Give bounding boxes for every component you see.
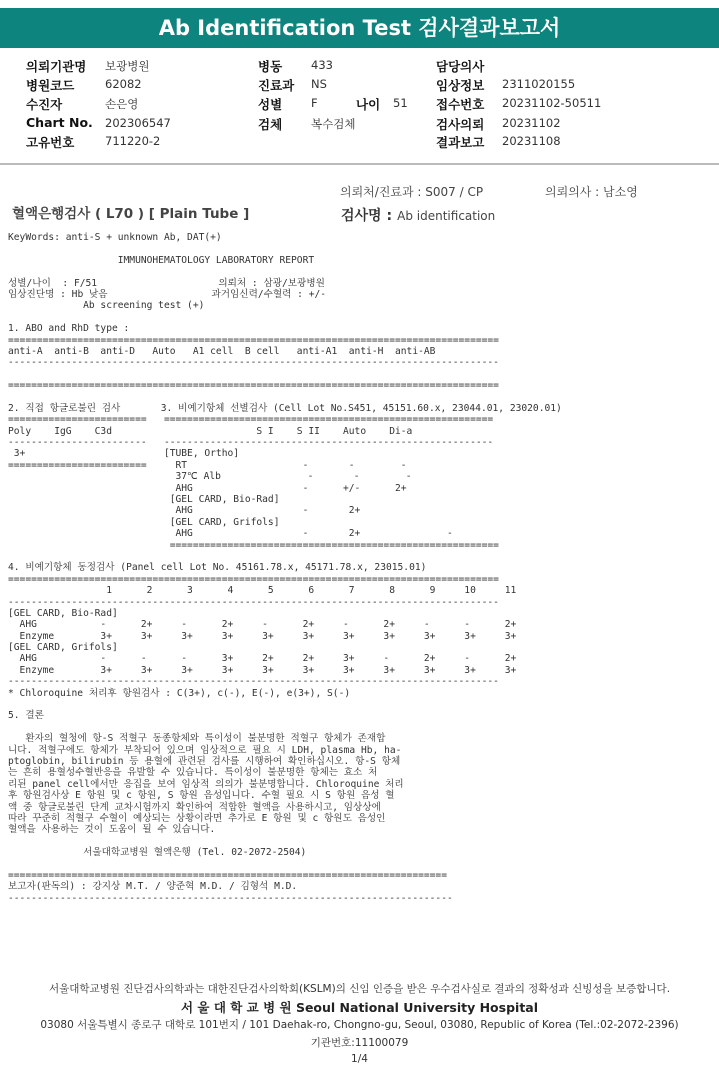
- meta-value: 62082: [105, 77, 142, 91]
- report-line: 서울대학교병원 혈액은행 (Tel. 02-2072-2504): [8, 847, 307, 859]
- report-line: 4. 비예기항체 동정검사 (Panel cell Lot No. 45161.78.x, 45171.78.x, 23015.01): [8, 562, 427, 574]
- report-line: 후 항원검사상 E 항원 및 c 항원, S 항원 음성입니다. 수혈 필요 시 S 항원 음성 혈: [8, 790, 395, 802]
- meta-label: 결과보고: [436, 135, 485, 150]
- report-line: 5. 결론: [8, 710, 44, 722]
- test-name-row: [341, 205, 495, 225]
- report-line: AHG - 2+ - 2+ - 2+ - 2+ - - 2+: [8, 619, 517, 631]
- meta-label: 접수번호: [436, 97, 485, 112]
- test-code-title: 혈액은행검사 ( L70 ) [ Plain Tube ]: [12, 206, 250, 222]
- report-line: IMMUNOHEMATOLOGY LABORATORY REPORT: [8, 254, 315, 266]
- footer-certification: 서울대학교병원 진단검사의학과는 대한진단검사의학회(KSLM)의 신임 인증을 받은 우수검사실로 결과의 정확성과 신빙성을 보증합니다.: [48, 983, 671, 995]
- meta-value: 20231102: [502, 116, 561, 130]
- test-name-value: Ab identification: [397, 209, 496, 223]
- report-line: ============================================================================: [8, 869, 447, 881]
- report-line: AHG - 2+: [8, 505, 361, 517]
- report-line: ptoglobin, bilirubin 등 용혈에 관련된 검사를 시행하여 확인하십시오. 항-S 항체: [8, 755, 401, 767]
- meta-label: Chart No.: [26, 115, 93, 130]
- meta-value: 보광병원: [105, 59, 150, 73]
- meta-label: 고유번호: [26, 135, 75, 150]
- report-line: -------------------------------------------------------------------------------------: [8, 676, 499, 688]
- report-line: =========================================================: [8, 539, 499, 551]
- meta-value: 20231108: [502, 134, 561, 148]
- report-line: [8, 858, 562, 869]
- report-line: -------------------------------------------------------------------------------------: [8, 596, 499, 608]
- footer-address: 03080 서울특별시 종로구 대학로 101번지 / 101 Daehak-ro, Chongno-gu, Seoul, 03080, Republic of Korea (Tel.:02-2072-2396): [40, 1019, 679, 1031]
- report-line: -------------------------------------------------------------------------------------: [8, 357, 499, 369]
- meta-label: 임상정보: [436, 78, 485, 93]
- footer-hospital-name: 서 울 대 학 교 병 원 Seoul National University Hospital: [180, 1000, 539, 1015]
- report-line: AHG - - - 3+ 2+ 2+ 3+ - 2+ - 2+: [8, 653, 517, 665]
- meta-value: 51: [393, 96, 408, 110]
- meta-value: 손은영: [105, 97, 139, 111]
- report-line: [8, 722, 562, 733]
- report-line: [8, 836, 562, 847]
- report-line: 니다. 적혈구에도 항체가 부착되어 있으며 임상적으로 필요 시 LDH, plasma Hb, ha-: [8, 744, 402, 756]
- meta-label: 수진자: [26, 97, 63, 112]
- report-line: [8, 369, 562, 380]
- report-line: [8, 391, 562, 402]
- report-line: AHG - 2+ -: [8, 528, 453, 540]
- dept-info: 의뢰처/진료과 : S007 / CP: [340, 185, 484, 199]
- meta-value: 복수검체: [311, 117, 356, 131]
- report-line: 리된 panel cell에서만 응집을 보여 임상적 의의가 불분명합니다. Chloroquine 처리: [8, 778, 404, 790]
- report-line: * Chloroquine 처리후 항원검사 : C(3+), c(-), E(-), e(3+), S(-): [8, 687, 351, 699]
- meta-value: 2311020155: [502, 77, 576, 91]
- report-line: [8, 312, 562, 323]
- meta-label: 의뢰기관명: [26, 59, 87, 74]
- report-line: [8, 266, 562, 277]
- report-line: [GEL CARD, Grifols]: [8, 516, 280, 528]
- report-line: 2. 직접 항글로불린 검사 3. 비예기항체 선별검사 (Cell Lot No.S451, 45151.60.x, 23044.01, 23020.01): [8, 402, 562, 414]
- meta-value: 202306547: [105, 116, 171, 130]
- report-line: KeyWords: anti-S + unknown Ab, DAT(+): [8, 232, 222, 243]
- report-line: 37℃ Alb - - -: [8, 471, 412, 483]
- report-line: Ab screening test (+): [8, 300, 205, 312]
- meta-label: 병원코드: [26, 78, 75, 93]
- report-line: 3+ [TUBE, Ortho]: [8, 448, 240, 460]
- meta-label: 검체: [258, 117, 283, 132]
- report-line: 1 2 3 4 5 6 7 8 9 10 11: [8, 585, 517, 597]
- page-number: 1/4: [351, 1053, 368, 1065]
- report-line: [8, 551, 562, 562]
- report-line: ======================== =========================================================: [8, 414, 494, 426]
- report-line: Enzyme 3+ 3+ 3+ 3+ 3+ 3+ 3+ 3+ 3+ 3+ 3+: [8, 664, 517, 676]
- report-line: 임상진단명 : Hb 낮음 과거임신력/수혈력 : +/-: [8, 288, 327, 300]
- meta-label: 검사의뢰: [436, 117, 485, 132]
- report-line: [8, 243, 562, 254]
- report-line: AHG - +/- 2+: [8, 482, 407, 494]
- report-line: [GEL CARD, Grifols]: [8, 642, 118, 654]
- meta-value: F: [311, 96, 318, 110]
- meta-label: 병동: [258, 59, 283, 74]
- report-line: [8, 699, 562, 710]
- header-divider: [0, 163, 719, 165]
- report-line: -----------------------------------------------------------------------------: [8, 892, 453, 904]
- report-line: [GEL CARD, Bio-Rad]: [8, 493, 280, 505]
- report-line: 1. ABO and RhD type :: [8, 323, 130, 335]
- meta-label: 담당의사: [436, 59, 485, 74]
- report-line: ======================== RT - - -: [8, 459, 407, 471]
- report-line: 는 흔히 용혈성수혈반응을 유발할 수 있습니다. 특이성이 불분명한 항체는 효소 처: [8, 767, 378, 779]
- report-line: Poly IgG C3d S I S II Auto Di-a: [8, 425, 413, 437]
- meta-label: 나이: [356, 97, 381, 112]
- report-line: Enzyme 3+ 3+ 3+ 3+ 3+ 3+ 3+ 3+ 3+ 3+ 3+: [8, 630, 517, 642]
- banner-title: Ab Identification Test 검사결과보고서: [158, 16, 561, 40]
- report-line: 액 중 항글로불린 단계 교차시험까지 확인하여 적합한 혈액을 사용하시고, 임상상에: [8, 801, 381, 813]
- report-line: 따라 꾸준히 적혈구 수혈이 예상되는 상황이라면 추가로 E 항원 및 c 항원도 음성인: [8, 812, 386, 824]
- report-line: ------------------------ ---------------------------------------------------------: [8, 437, 494, 449]
- doctor-info: 의뢰의사 : 남소영: [545, 185, 638, 199]
- report-body: [8, 232, 562, 904]
- report-banner: [0, 8, 719, 48]
- report-line: 보고자(판독의) : 강지상 M.T. / 양준혁 M.D. / 김형석 M.D.: [8, 881, 298, 893]
- report-line: 성별/나이 : F/51 의뢰처 : 삼광/보광병원: [8, 277, 325, 289]
- report-line: =====================================================================================: [8, 380, 499, 392]
- report-line: [GEL CARD, Bio-Rad]: [8, 607, 118, 619]
- report-line: 혈액을 사용하는 것이 도움이 될 수 있습니다.: [8, 824, 216, 836]
- test-name-label: 검사명 :: [341, 208, 393, 224]
- meta-label: 성별: [258, 97, 283, 112]
- meta-value: 20231102-50511: [502, 96, 602, 110]
- footer-institution-code: 기관번호:11100079: [310, 1037, 409, 1049]
- meta-value: NS: [311, 77, 327, 91]
- meta-value: 711220-2: [105, 134, 161, 148]
- report-line: 환자의 혈청에 항-S 적혈구 동종항체와 특이성이 불분명한 적혈구 항체가 존재합: [8, 733, 386, 745]
- report-line: anti-A anti-B anti-D Auto A1 cell B cell anti-A1 anti-H anti-AB: [8, 345, 436, 357]
- meta-value: 433: [311, 58, 333, 72]
- report-line: =====================================================================================: [8, 334, 499, 346]
- report-line: =====================================================================================: [8, 573, 499, 585]
- meta-label: 진료과: [258, 78, 295, 93]
